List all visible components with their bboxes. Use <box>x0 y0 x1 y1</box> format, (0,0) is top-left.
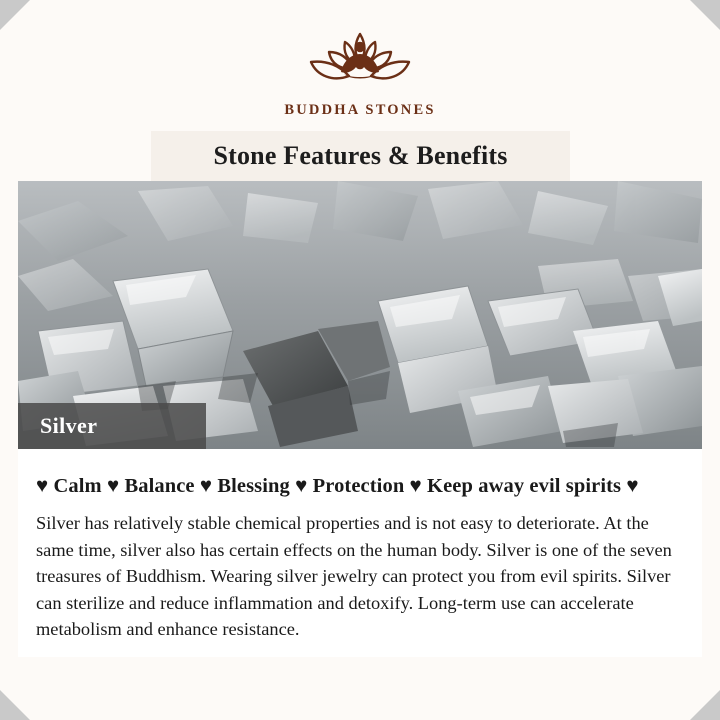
content-panel <box>18 449 702 657</box>
brand-logo-block <box>0 26 720 119</box>
benefit-keywords: ♥ Calm ♥ Balance ♥ Blessing ♥ Protection ♥ Keep away evil spirits ♥ <box>36 475 639 497</box>
page-title: Stone Features & Benefits <box>213 141 508 170</box>
corner-decoration-bottom-right <box>690 690 720 720</box>
stone-description: Silver has relatively stable chemical properties and is not easy to deteriorate. At the same time, silver also has certain effects on the human body. Silver is one of the seven treasures of Buddhism. Wearing silver jewelry can protect you from evil spirits. Silver can sterilize and reduce inflammation and detoxify. Long-term use can accelerate metabolism and enhance resistance. <box>36 513 672 639</box>
lotus-meditation-icon <box>285 26 435 98</box>
stone-name-label: Silver <box>40 413 98 438</box>
section-title-bar <box>151 131 570 181</box>
brand-name: BUDDHA STONES <box>284 102 436 118</box>
corner-decoration-bottom-left <box>0 690 30 720</box>
image-caption-strip <box>18 403 206 449</box>
